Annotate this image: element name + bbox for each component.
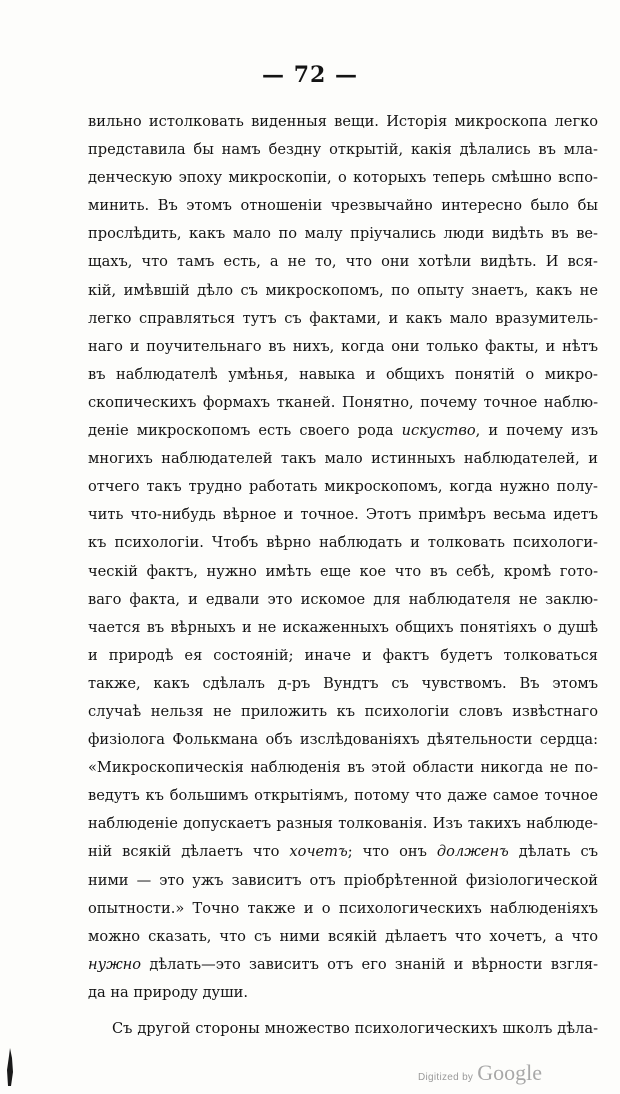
scan-margin-mark	[6, 1048, 14, 1086]
text-run: дѣлать—это зависитъ отъ его знаній и вѣрности взгля-	[141, 955, 598, 973]
page-number: — 72 —	[262, 62, 358, 88]
text-line: вильно истолковать виденныя вещи. Исторія микроскопа легко	[88, 113, 598, 130]
text-line: чается въ вѣрныхъ и не искаженныхъ общихъ понятіяхъ о душѣ	[88, 618, 598, 636]
text-run: ній всякій дѣлаетъ что	[88, 843, 290, 861]
text-line: щахъ, что тамъ есть, а не то, что они хотѣли видѣть. И вся-	[88, 253, 598, 271]
text-run: деніе микроскопомъ есть своего рода	[88, 422, 402, 440]
text-line: ними — это ужъ зависитъ отъ пріобрѣтенной физіологической	[88, 871, 598, 889]
text-line-paragraph-start: Съ другой стороны множество психологическихъ школъ дѣла-	[112, 1020, 598, 1037]
text-line: минить. Въ этомъ отношеніи чрезвычайно интересно было бы	[88, 197, 598, 215]
text-line: опытности.» Точно также и о психологическихъ наблюденіяхъ	[88, 899, 598, 917]
text-line	[88, 951, 598, 979]
text-line: наблюденіе допускаетъ разныя толкованія. Изъ такихъ наблюде-	[88, 815, 598, 833]
text-line: къ психологіи. Чтобъ вѣрно наблюдать и толковать психологи-	[88, 534, 598, 552]
text-line: скопическихъ формахъ тканей. Понятно, почему точное наблю-	[88, 393, 598, 411]
italic-word: долженъ	[436, 843, 509, 861]
text-line: прослѣдить, какъ мало по малу пріучались люди видѣть въ ве-	[88, 225, 598, 243]
text-run: , и почему изъ	[475, 422, 598, 440]
body-text	[88, 108, 598, 1043]
digitization-credit	[418, 1060, 542, 1086]
text-line: чить что-нибудь вѣрное и точное. Этотъ примѣръ весьма идетъ	[88, 506, 598, 524]
text-line: ваго факта, и едвали это искомое для наблюдателя не заклю-	[88, 590, 598, 608]
text-line: многихъ наблюдателей такъ мало истинныхъ наблюдателей, и	[88, 450, 598, 468]
text-line: ведутъ къ большимъ открытіямъ, потому что даже самое точное	[88, 787, 598, 805]
text-line: также, какъ сдѣлалъ д-ръ Вундтъ съ чувствомъ. Въ этомъ	[88, 674, 598, 692]
text-line: представила бы намъ бездну открытій, какія дѣлались въ мла-	[88, 141, 598, 159]
google-logo: Google	[477, 1060, 542, 1085]
text-line	[88, 417, 598, 445]
text-line: и природѣ ея состояній; иначе и фактъ будетъ толковаться	[88, 646, 598, 664]
text-line: наго и поучительнаго въ нихъ, когда они только факты, и нѣтъ	[88, 337, 598, 355]
italic-word: хочетъ	[289, 843, 348, 861]
text-line: «Микроскопическія наблюденія въ этой области никогда не по-	[88, 759, 598, 777]
digitized-by-text: Digitized by	[417, 1072, 474, 1083]
text-run: дѣлать съ	[508, 843, 598, 861]
italic-word: нужно	[88, 955, 142, 973]
text-line: ческій фактъ, нужно имѣть еще кое что въ себѣ, кромѣ гото-	[88, 562, 598, 580]
text-line: случаѣ нельзя не приложить къ психологіи словъ извѣстнаго	[88, 702, 598, 720]
text-line: да на природу души.	[88, 983, 249, 1001]
text-line: можно сказать, что съ ними всякій дѣлаетъ что хочетъ, а что	[88, 927, 598, 945]
text-line: физіолога Фолькмана объ изслѣдованіяхъ дѣятельности сердца:	[88, 731, 598, 749]
text-line: кій, имѣвшій дѣло съ микроскопомъ, по опыту знаетъ, какъ не	[88, 281, 598, 299]
text-line	[88, 838, 598, 866]
text-line: отчего такъ трудно работать микроскопомъ, когда нужно полу-	[88, 478, 598, 496]
text-line: легко справляться тутъ съ фактами, и какъ мало вразумитель-	[88, 309, 598, 327]
text-run: ; что онъ	[347, 843, 437, 861]
italic-word: искуство	[401, 422, 476, 440]
text-line: въ наблюдателѣ умѣнья, навыка и общихъ понятій о микро-	[88, 365, 598, 383]
text-line: денческую эпоху микроскопіи, о которыхъ теперь смѣшно вспо-	[88, 169, 598, 187]
